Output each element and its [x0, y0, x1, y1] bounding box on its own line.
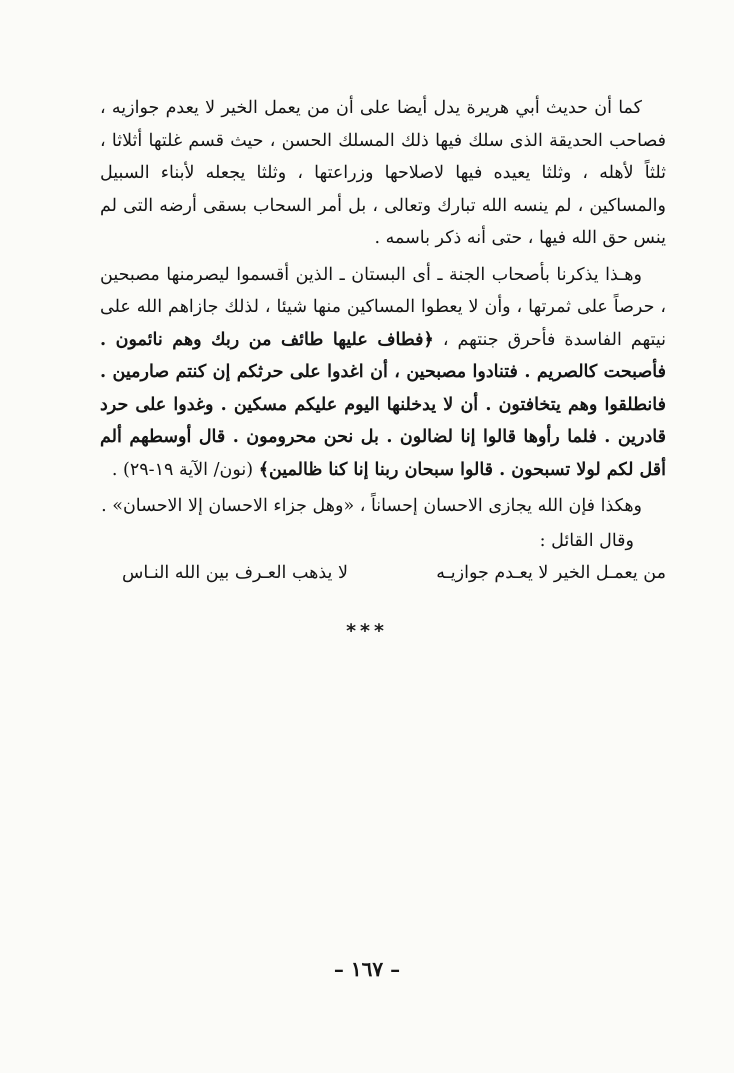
paragraph-2-intro: وهـذا يذكرنا بأصحاب الجنة ـ أى البستان ـ الذين أقسموا ليصرمنها مصبحين ، حرصاً على ثمرتها ، وأن لا يعطوا المساكين منها شيئا ، لذلك جازاهم الله على نيتهم الفاسدة فأحرق جنتهم ،	[100, 264, 666, 350]
quran-reference: (نون/ الآية ١٩-٢٩) .	[111, 459, 254, 480]
page-number: – ١٦٧ –	[333, 957, 401, 981]
poem-verse	[100, 557, 666, 590]
hadith-quote: «وهل جزاء الاحسان إلا الاحسان» .	[101, 496, 355, 516]
paragraph-1: كما أن حديث أبي هريرة يدل أيضا على أن من يعمل الخير لا يعدم جوازيه ، فصاحب الحديقة الذى سلك فيها ذلك المسلك الحسن ، حيث قسم غلتها أثلاثا ، ثلثاً لأهله ، وثلثا يعيده فيها لاصلاحها وزراعتها ، وثلثا يجعله لأبناء السبيل والمساكين ، لم ينسه الله تبارك وتعالى ، بل أمر السحاب بسقى أرضه التى لم ينس حق الله فيها ، حتى أنه ذكر باسمه .	[100, 98, 666, 248]
paragraph-2	[100, 259, 666, 487]
quran-quote: ﴿فطاف عليها طائف من ربك وهم نائمون . فأصبحت كالصريم . فتنادوا مصبحين ، أن اغدوا على حرثكم إن كنتم صارمين . فانطلقوا وهم يتخافتون . أن لا يدخلنها اليوم عليكم مسكين . وغدوا على حرد قادرين . فلما رأوها قالوا إنا لضالون . بل نحن محرومون . قال أوسطهم ألم أقل لكم لولا تسبحون . قالوا سبحان ربنا إنا كنا ظالمين﴾	[100, 329, 666, 480]
paragraph-3	[100, 490, 666, 523]
body-text	[100, 92, 666, 590]
poem-hemistich-first: من يعمـل الخير لا يعـدم جوازيـه	[436, 563, 666, 583]
poem-label: وقال القائل :	[539, 530, 634, 551]
poem-hemistich-second: لا يذهب العـرف بين الله النـاس	[122, 563, 348, 583]
section-separator: ***	[346, 620, 388, 642]
paragraph-3-intro: وهكذا فإن الله يجازى الاحسان إحساناً ،	[359, 496, 642, 516]
